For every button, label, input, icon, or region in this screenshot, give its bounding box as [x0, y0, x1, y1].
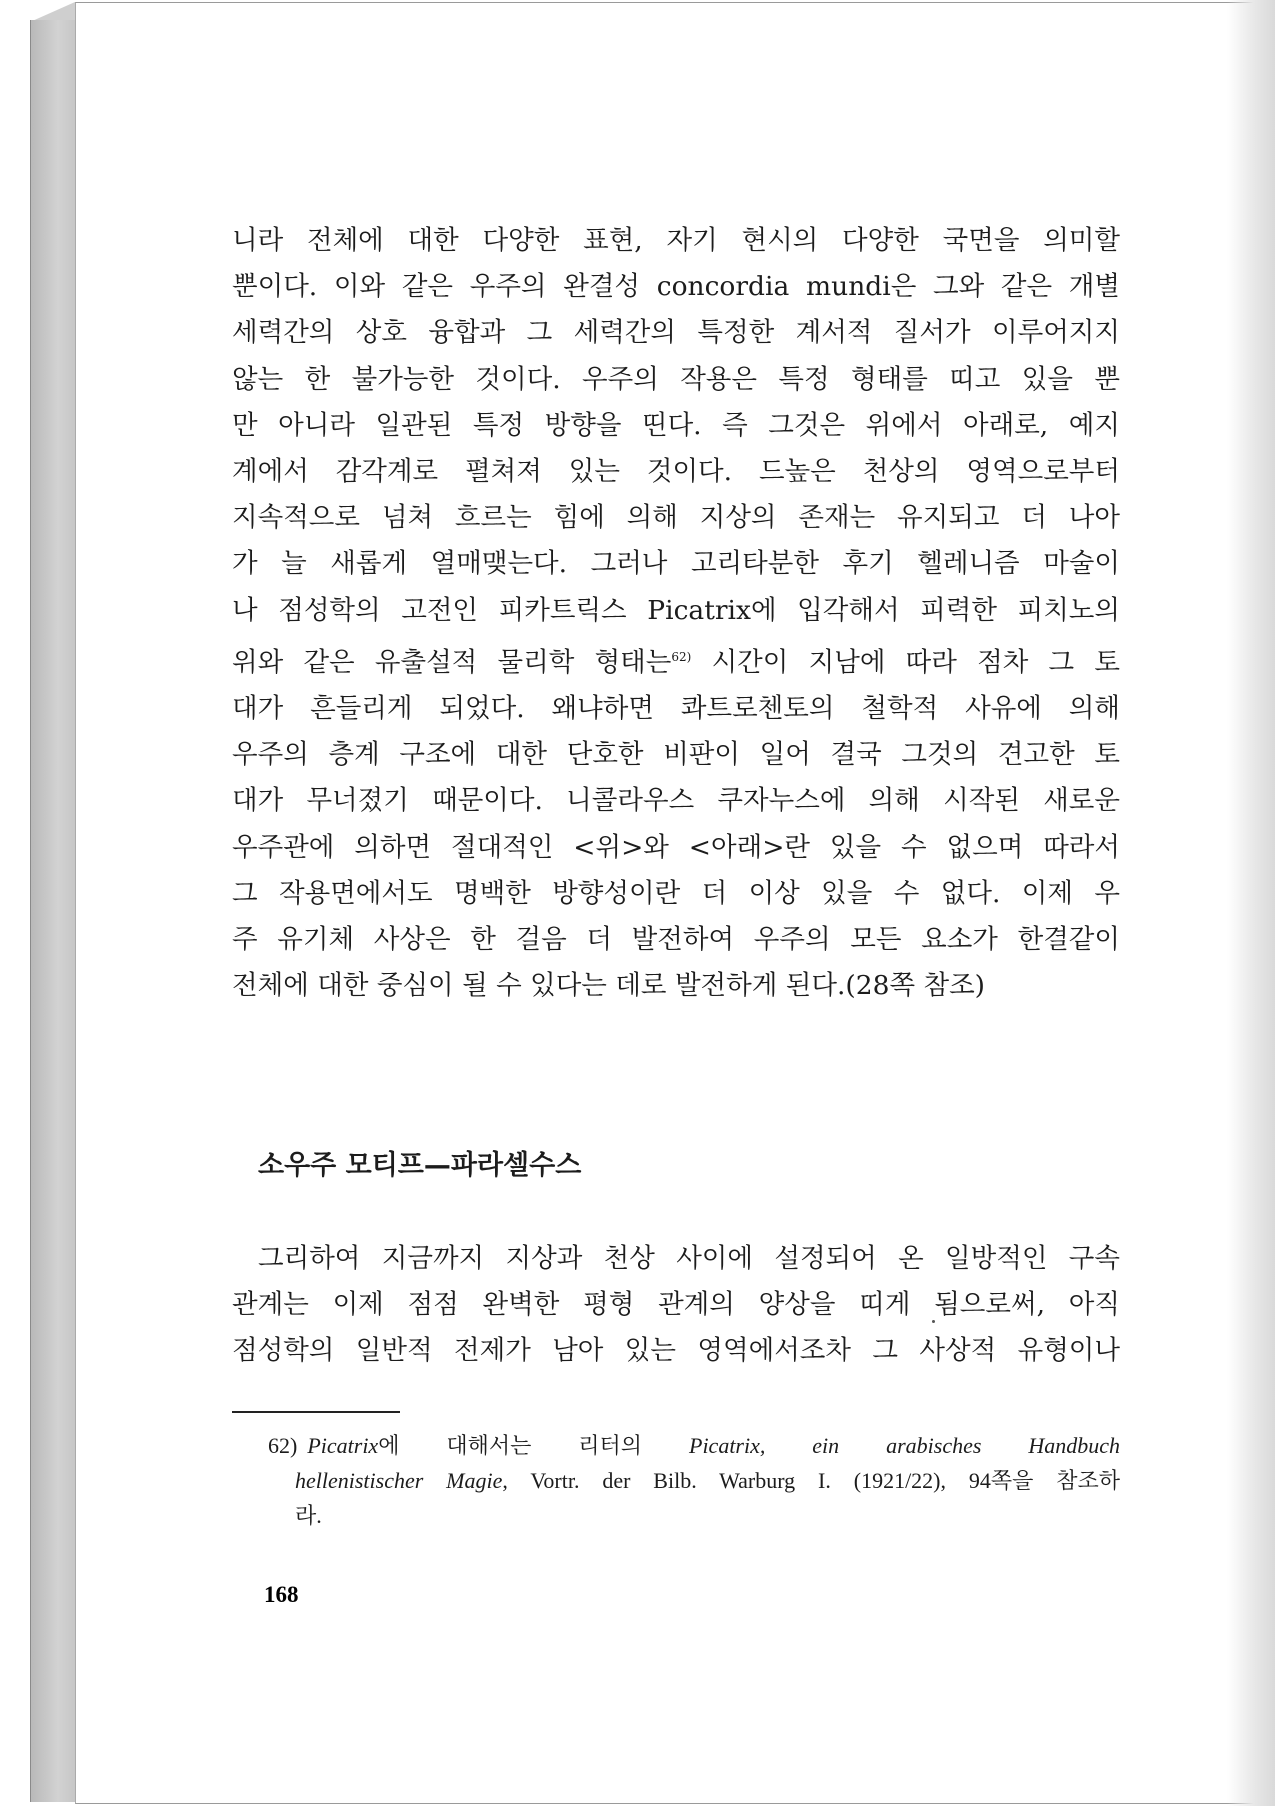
text-line: 관계는 이제 점점 완벽한 평형 관계의 양상을 띠게 됨으로써, 아직	[232, 1289, 1120, 1321]
text-line: 나 점성학의 고전인 피카트릭스 Picatrix에 입각해서 피력한 피치노의	[232, 594, 1120, 626]
text-line: 대가 흔들리게 되었다. 왜냐하면 콰트로첸토의 철학적 사유에 의해	[232, 693, 1120, 725]
text-line: 지속적으로 넘쳐 흐르는 힘에 의해 지상의 존재는 유지되고 더 나아	[232, 502, 1120, 534]
footnote	[268, 1428, 1120, 1533]
text-line: 그리하여 지금까지 지상과 천상 사이에 설정되어 온 일방적인 구속	[258, 1243, 1120, 1274]
body-paragraph-2	[232, 1236, 1120, 1375]
footnote-divider	[232, 1411, 400, 1413]
text-line: 계에서 감각계로 펼쳐져 있는 것이다. 드높은 천상의 영역으로부터	[232, 456, 1120, 488]
footnote-title: Picatrix	[307, 1433, 379, 1458]
book-spine	[30, 20, 76, 1802]
text-line: 가 늘 새롭게 열매맺는다. 그러나 고리타분한 후기 헬레니즘 마술이	[232, 548, 1120, 580]
section-heading: 소우주 모티프—파라셀수스	[258, 1150, 582, 1181]
text-line: 세력간의 상호 융합과 그 세력간의 특정한 계서적 질서가 이루어지지	[232, 317, 1120, 349]
text-line: 주 유기체 사상은 한 걸음 더 발전하여 우주의 모든 요소가 한결같이	[232, 924, 1120, 956]
footnote-line: 라.	[295, 1503, 322, 1528]
text-line: 점성학의 일반적 전제가 남아 있는 영역에서조차 그 사상적 유형이나	[232, 1335, 1120, 1367]
text-line: 않는 한 불가능한 것이다. 우주의 작용은 특정 형태를 띠고 있을 뿐	[232, 363, 1120, 395]
text-line: 뿐이다. 이와 같은 우주의 완결성 concordia mundi은 그와 같은 개별	[232, 271, 1120, 303]
book-spine-top	[30, 2, 75, 22]
text-line: 대가 무너졌기 때문이다. 니콜라우스 쿠자누스에 의해 시작된 새로운	[232, 785, 1120, 817]
footnote-text: , Vortr. der Bilb. Warburg I. (1921/22), 94쪽을 참조하	[502, 1468, 1121, 1493]
page-edge-shadow	[1227, 0, 1275, 1806]
footnote-line	[268, 1463, 1120, 1498]
footnote-text: 에 대해서는 리터의	[378, 1433, 689, 1458]
body-paragraph-1	[232, 218, 1120, 1009]
footnote-title: Picatrix, ein arabisches Handbuch	[689, 1433, 1120, 1458]
footnote-line	[268, 1428, 1120, 1463]
text-line: 우주관에 의하면 절대적인 <위>와 <아래>란 있을 수 없으며 따라서	[232, 831, 1120, 863]
footnote-title: hellenistischer Magie	[295, 1468, 503, 1493]
text-line: 전체에 대한 중심이 될 수 있다는 데로 발전하게 된다.(28쪽 참조)	[232, 970, 986, 1002]
text-segment: 시간이 지남에 따라 점차 그 토	[691, 646, 1120, 678]
footnote-number: 62)	[268, 1433, 298, 1458]
page-number: 168	[264, 1582, 299, 1607]
page-content	[232, 218, 1121, 1528]
text-line: 우주의 층계 구조에 대한 단호한 비판이 일어 결국 그것의 견고한 토	[232, 739, 1120, 771]
text-line-with-footnote-ref	[232, 634, 1120, 686]
text-line: 니라 전체에 대한 다양한 표현, 자기 현시의 다양한 국면을 의미할	[232, 225, 1120, 256]
text-line: 그 작용면에서도 명백한 방향성이란 더 이상 있을 수 없다. 이제 우	[232, 877, 1120, 909]
text-line: 만 아니라 일관된 특정 방향을 띤다. 즉 그것은 위에서 아래로, 예지	[232, 409, 1120, 441]
text-segment: 위와 같은 유출설적 물리학 형태는	[232, 646, 672, 678]
footnote-reference: 62)	[671, 649, 692, 664]
